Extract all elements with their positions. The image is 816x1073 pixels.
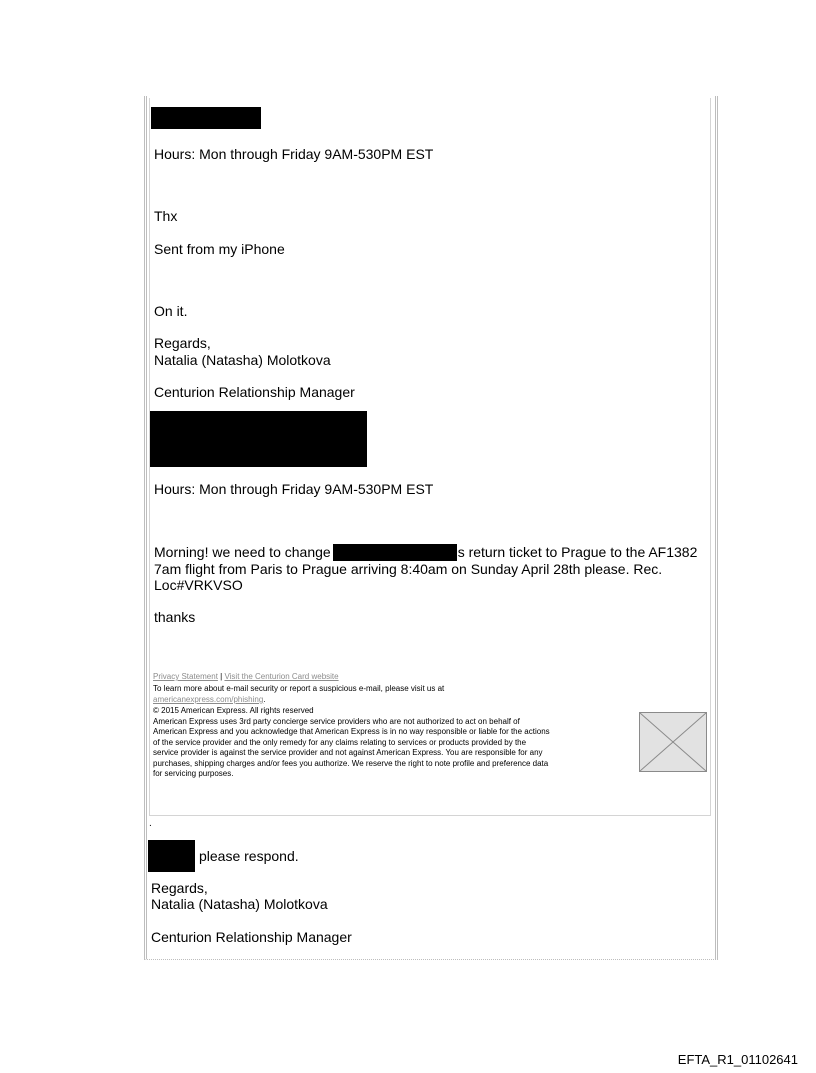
disclaimer-line: American Express uses 3rd party concierge service providers who are not authorized to act on behalf of <box>153 716 520 726</box>
phishing-suffix: . <box>263 695 266 704</box>
please-respond-text: please respond. <box>199 848 299 864</box>
sender-name: Natalia (Natasha) Molotkova <box>154 352 331 368</box>
request-line-1-end: s return ticket to Prague to the AF1382 <box>457 544 698 560</box>
sender-title: Centurion Relationship Manager <box>154 384 355 400</box>
on-it-text: On it. <box>154 303 188 319</box>
broken-image-placeholder <box>639 712 707 772</box>
disclaimer-line: American Express and you acknowledge that American Express is in no way responsible or liable for the actions <box>153 727 550 736</box>
copyright-text: © 2015 American Express. All rights reserved <box>153 706 314 715</box>
regards-text: Regards, <box>154 335 211 351</box>
disclaimer-links <box>153 672 339 682</box>
hours-text: Hours: Mon through Friday 9AM-530PM EST <box>154 146 434 162</box>
sender-title: Centurion Relationship Manager <box>151 929 352 945</box>
broken-image-icon <box>640 713 706 771</box>
hours-text: Hours: Mon through Friday 9AM-530PM EST <box>154 481 434 497</box>
learn-more-text: To learn more about e-mail security or report a suspicious e-mail, please visit us at <box>153 684 445 693</box>
sender-name: Natalia (Natasha) Molotkova <box>151 896 328 912</box>
document-id: EFTA_R1_01102641 <box>677 1052 798 1067</box>
redaction-block <box>150 411 367 467</box>
phishing-link[interactable]: americanexpress.com/phishing <box>153 695 264 704</box>
redaction-inline <box>333 544 457 561</box>
disclaimer-line: service provider is against the service provider and not against American Express. You are responsible for any <box>153 748 543 757</box>
request-line-1 <box>154 544 697 561</box>
separator-dot: . <box>149 818 152 829</box>
centurion-card-link[interactable]: Visit the Centurion Card website <box>224 672 339 681</box>
disclaimer-line: of the service provider and the only remedy for any claims relating to services or products provided by the <box>153 737 527 747</box>
redaction-block <box>148 840 195 872</box>
privacy-statement-link[interactable]: Privacy Statement <box>153 672 218 681</box>
link-separator: | <box>217 672 225 681</box>
regards-text: Regards, <box>151 880 208 896</box>
phishing-line <box>153 695 266 705</box>
request-line-3: Loc#VRKVSO <box>154 577 243 593</box>
thx-text: Thx <box>154 208 178 224</box>
redaction-block <box>151 107 261 129</box>
sent-from-text: Sent from my iPhone <box>154 241 285 257</box>
thanks-text: thanks <box>154 609 196 625</box>
disclaimer-line: for servicing purposes. <box>153 769 234 778</box>
disclaimer-line: purchases, shipping charges and/or fees you authorize. We reserve the right to note profile and preference data <box>153 758 549 768</box>
request-line-1-start: Morning! we need to change <box>154 544 331 560</box>
request-line-2: 7am flight from Paris to Prague arriving 8:40am on Sunday April 28th please. Rec. <box>154 561 663 577</box>
